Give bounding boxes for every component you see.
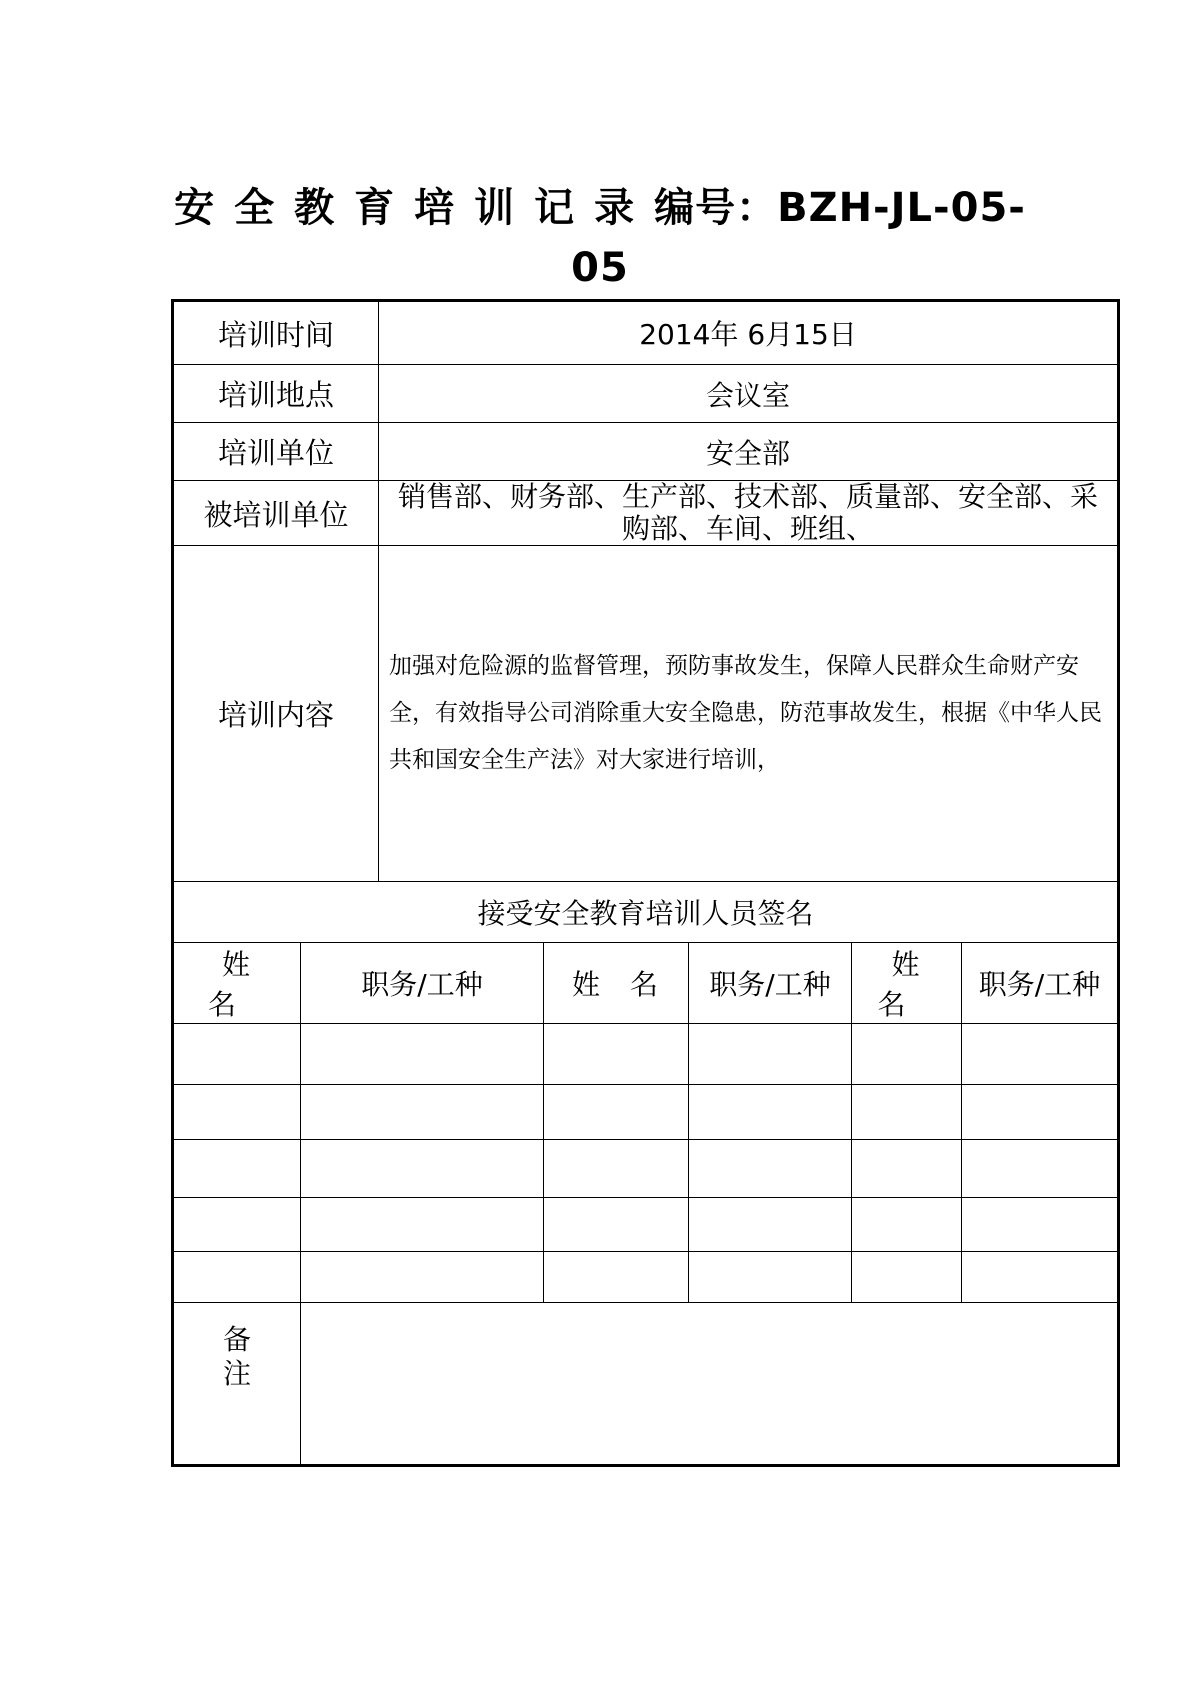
remark-value[interactable]: [301, 1303, 1119, 1466]
signature-header-name-2: 姓名: [544, 943, 689, 1024]
signature-cell[interactable]: [544, 1252, 689, 1303]
training-record-table: [171, 299, 1120, 1467]
signature-cell[interactable]: [173, 1085, 301, 1140]
signature-header-role-2: 职务/工种: [689, 943, 852, 1024]
signature-cell[interactable]: [962, 1140, 1119, 1198]
signature-cell[interactable]: [962, 1252, 1119, 1303]
training-place-value[interactable]: 会议室: [379, 365, 1119, 423]
training-unit-value[interactable]: 安全部: [379, 423, 1119, 481]
signature-row: [173, 1085, 1119, 1140]
signature-header-role-3: 职务/工种: [962, 943, 1119, 1024]
signature-cell[interactable]: [301, 1252, 544, 1303]
signature-header-name-1: 姓名: [173, 943, 301, 1024]
training-time-value[interactable]: 2014年 6月15日: [379, 301, 1119, 365]
document-title: [150, 178, 1050, 298]
signature-section-title: 接受安全教育培训人员签名: [173, 882, 1119, 943]
signature-cell[interactable]: [852, 1140, 962, 1198]
signature-row: [173, 1140, 1119, 1198]
remark-label-cell: [173, 1303, 301, 1466]
signature-cell[interactable]: [544, 1085, 689, 1140]
signature-cell[interactable]: [301, 1140, 544, 1198]
remark-label: 备注: [222, 1323, 251, 1390]
training-time-label: 培训时间: [173, 301, 379, 365]
signature-cell[interactable]: [962, 1198, 1119, 1252]
title-main: 安全教育培训记录: [174, 185, 655, 231]
signature-row: [173, 1252, 1119, 1303]
signature-cell[interactable]: [173, 1024, 301, 1085]
signature-cell[interactable]: [544, 1140, 689, 1198]
trainee-units-label: 被培训单位: [173, 481, 379, 546]
signature-header-role-1: 职务/工种: [301, 943, 544, 1024]
signature-cell[interactable]: [173, 1198, 301, 1252]
signature-row: [173, 1024, 1119, 1085]
signature-row: [173, 1198, 1119, 1252]
signature-cell[interactable]: [301, 1198, 544, 1252]
training-place-label: 培训地点: [173, 365, 379, 423]
signature-cell[interactable]: [301, 1024, 544, 1085]
signature-cell[interactable]: [962, 1085, 1119, 1140]
signature-cell[interactable]: [852, 1198, 962, 1252]
signature-cell[interactable]: [852, 1024, 962, 1085]
signature-cell[interactable]: [173, 1140, 301, 1198]
signature-cell[interactable]: [544, 1198, 689, 1252]
signature-header-name-3: 姓名: [852, 943, 962, 1024]
training-content-label: 培训内容: [173, 546, 379, 882]
signature-cell[interactable]: [689, 1085, 852, 1140]
signature-cell[interactable]: [852, 1252, 962, 1303]
signature-cell[interactable]: [962, 1024, 1119, 1085]
signature-cell[interactable]: [544, 1024, 689, 1085]
signature-cell[interactable]: [689, 1140, 852, 1198]
signature-cell[interactable]: [173, 1252, 301, 1303]
signature-cell[interactable]: [689, 1252, 852, 1303]
title-code: 编号：BZH-JL-05-05: [571, 185, 1026, 291]
signature-cell[interactable]: [852, 1085, 962, 1140]
trainee-units-value[interactable]: 销售部、财务部、生产部、技术部、质量部、安全部、采购部、车间、班组、: [379, 481, 1119, 546]
signature-cell[interactable]: [689, 1024, 852, 1085]
signature-cell[interactable]: [689, 1198, 852, 1252]
signature-cell[interactable]: [301, 1085, 544, 1140]
training-unit-label: 培训单位: [173, 423, 379, 481]
training-content-value[interactable]: 加强对危险源的监督管理，预防事故发生，保障人民群众生命财产安全，有效指导公司消除重大安全隐患，防范事故发生，根据《中华人民共和国安全生产法》对大家进行培训，: [379, 546, 1119, 882]
